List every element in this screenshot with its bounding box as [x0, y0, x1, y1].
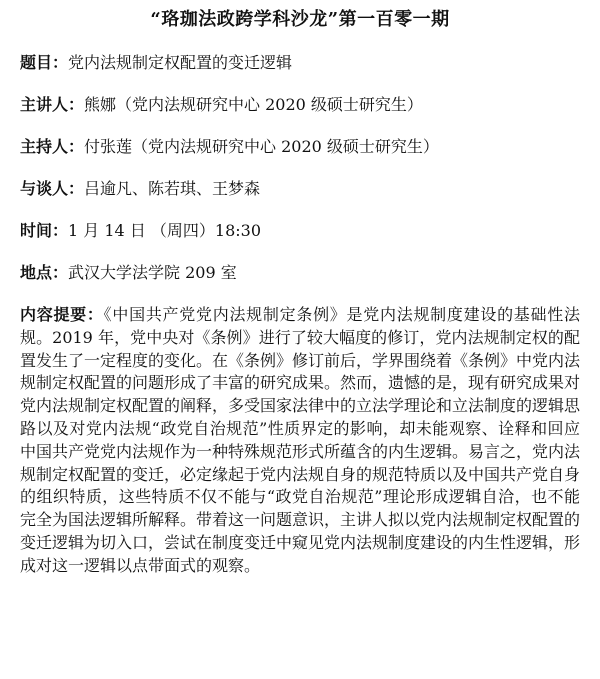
speaker-label: 主讲人：: [20, 95, 85, 114]
summary-label: 内容提要：: [20, 305, 104, 324]
time-value: 1 月 14 日 （周四）18:30: [68, 221, 262, 240]
discussants-row: [20, 178, 580, 200]
topic-label: 题目：: [20, 53, 69, 72]
host-row: [20, 136, 580, 158]
topic-value: 党内法规制定权配置的变迁逻辑: [68, 53, 293, 72]
location-row: [20, 262, 580, 284]
time-row: [20, 220, 580, 242]
discussants-value: 吕逾凡、陈若琪、王梦森: [84, 179, 261, 198]
speaker-row: [20, 94, 580, 116]
location-value: 武汉大学法学院 209 室: [68, 263, 237, 282]
time-label: 时间：: [20, 221, 69, 240]
host-value: 付张莲（党内法规研究中心 2020 级硕士研究生）: [84, 137, 439, 156]
host-label: 主持人：: [20, 137, 85, 156]
topic-row: [20, 52, 580, 74]
page-title: “珞珈法政跨学科沙龙”第一百零一期: [150, 9, 450, 30]
summary-paragraph: [20, 304, 580, 578]
speaker-value: 熊娜（党内法规研究中心 2020 级硕士研究生）: [84, 95, 423, 114]
summary-text: 《中国共产党党内法规制定条例》是党内法规制度建设的基础性法规。2019 年，党中央对《条例》进行了较大幅度的修订，党内法规制定权的配置发生了一定程度的变化。在《条例》修订前后，学界围绕着《条例》中党内法规制定权配置的问题形成了丰富的研究成果。然而，遗憾的是，现有研究成果对党内法规制定权配置的阐释，多受国家法律中的立法学理论和立法制度的逻辑思路以及对党内法规“政党自治规范”性质界定的影响，却未能观察、诠释和回应中国共产党党内法规作为一种特殊规范形式所蕴含的内生逻辑。易言之，党内法规制定权配置的变迁，必定缘起于党内法规自身的规范特质以及中国共产党自身的组织特质，这些特质不仅不能与“政党自治规范”理论形成逻辑自洽，也不能完全为国法逻辑所解释。带着这一问题意识，主讲人拟以党内法规制定权配置的变迁逻辑为切入口，尝试在制度变迁中窥见党内法规制度建设的内生性逻辑，形成对这一逻辑以点带面式的观察。: [20, 305, 581, 575]
discussants-label: 与谈人：: [20, 179, 85, 198]
location-label: 地点：: [20, 263, 69, 282]
